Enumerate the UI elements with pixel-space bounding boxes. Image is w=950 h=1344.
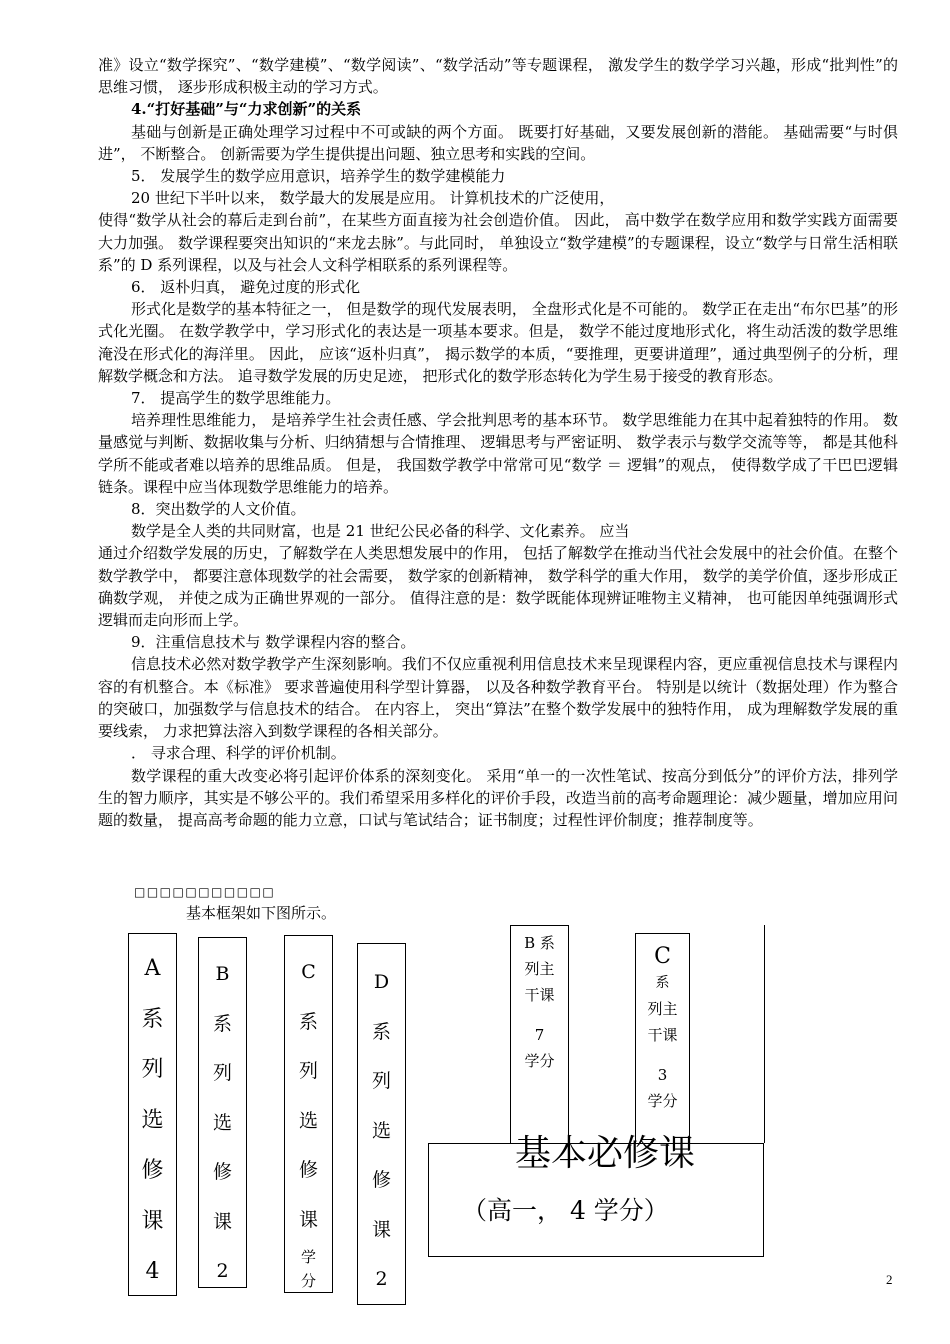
series-b-label: B 系 列 选 修 课 2 xyxy=(212,963,232,1282)
divider-line xyxy=(764,925,765,1143)
section-heading: 6． 返朴归真， 避免过度的形式化 xyxy=(131,278,361,297)
series-c-label: C 系 列 选 修 课 学 分 xyxy=(298,961,318,1290)
required-course-subtitle: （高一， 4 学分） xyxy=(462,1196,669,1225)
series-b-core-label: B 系 列主 干课 7 学分 xyxy=(524,934,555,1070)
paragraph: 培养理性思维能力， 是培养学生社会责任感、学会批判思考的基本环节。 数学思维能力在其中起着独特的作用。 数量感觉与判断、数据收集与分析、归纳猜想与合情推理、 逻辑思考与严密证明、 数学表示与数学交流等等， 都是其他科学所不能或者难以培养的思维品质。 但是， 我国数学教学中常常可见“数学 ＝ 逻辑”的观点， 使得数学成了干巴巴逻辑链条。课程中应当体现数学思维能力的培养。 xyxy=(98,411,898,496)
series-d-label: D 系 列 选 修 课 2 xyxy=(371,971,391,1290)
section-heading: ． 寻求合理、科学的评价机制。 xyxy=(131,744,346,763)
paragraph: 20 世纪下半叶以来， 数学最大的发展是应用。 计算机技术的广泛使用， xyxy=(131,189,615,208)
garbled-caption: □□□□□□□□□□□ xyxy=(134,885,276,899)
section-heading: 4.“打好基础”与“力求创新”的关系 xyxy=(131,100,362,119)
paragraph: 形式化是数学的基本特征之一， 但是数学的现代发展表明， 全盘形式化是不可能的。 数学正在走出“布尔巴基”的形式化光圈。 在数学教学中，学习形式化的表达是一项基本要求。但是， 数学不能过度地形式化，将生动活泼的数学思维淹没在形式化的海洋里。 因此， 应该“返朴归真”， 揭示数学的本质，“要推理，更要讲道理”，通过典型例子的分析，理解数学概念和方法。 追寻数学发展的历史足迹， 把形式化的数学形态转化为学生易于接受的教育形态。 xyxy=(98,300,898,385)
paragraph: 通过介绍数学发展的历史，了解数学在人类思想发展中的作用， 包括了解数学在推动当代社会发展中的社会价值。在整个数学教学中， 都要注意体现数学的社会需要， 数学家的创新精神， 数学科学的重大作用， 数学的美学价值，逐步形成正确数学观， 并使之成为正确世界观的一部分。 值得注意的是：数学既能体现辨证唯物主义精神， 也可能因单纯强调形式逻辑而走向形而上学。 xyxy=(98,544,898,630)
paragraph: 使得“数学从社会的幕后走到台前”，在某些方面直接为社会创造价值。 因此， 高中数学在数学应用和数学实践方面需要大力加强。 数学课程要突出知识的“来龙去脉”。与此同时， 单独设立“数学建模”的专题课程，设立“数学与日常生活相联系”的 D 系列课程，以及与社会人文科学相联系的系列课程等。 xyxy=(98,211,898,274)
paragraph: 准》设立“数学探究”、“数学建模”、“数学阅读”、“数学活动”等专题课程， 激发学生的数学学习兴趣，形成“批判性”的思维习惯， 逐步形成积极主动的学习方式。 xyxy=(98,56,898,97)
paragraph: 数学课程的重大改变必将引起评价体系的深刻变化。 采用“单一的一次性笔试、按高分到低分”的评价方法，排列学生的智力顺序，其实是不够公平的。我们希望采用多样化的评价手段，改造当前的高考命题理论：减少题量，增加应用问题的数量， 提高高考命题的能力立意，口试与笔试结合；证书制度；过程性评价制度；推荐制度等。 xyxy=(98,766,898,829)
series-a-label: A 系 列 选 修 课 4 xyxy=(141,956,164,1284)
section-heading: 5． 发展学生的数学应用意识，培养学生的数学建模能力 xyxy=(131,167,506,186)
diagram-caption: 基本框架如下图所示。 xyxy=(186,904,337,922)
series-c-core-label: C 系 列主 干课 3 学分 xyxy=(647,944,678,1110)
section-heading: 7． 提高学生的数学思维能力。 xyxy=(131,389,341,408)
paragraph: 信息技术必然对数学教学产生深刻影响。我们不仅应重视利用信息技术来呈现课程内容，更应重视信息技术与课程内容的有机整合。本《标准》 要求普遍使用科学型计算器， 以及各种数学教育平台。 特别是以统计（数据处理）作为整合的突破口，加强数学与信息技术的结合。 在内容上， 突出“算法”在整个数学发展中的独特作用， 成为理解数学发展的重要线索， 力求把算法溶入到数学课程的各相关部分。 xyxy=(98,655,898,741)
main-text xyxy=(98,54,898,831)
section-heading: 9．注重信息技术与 数学课程内容的整合。 xyxy=(131,633,416,652)
paragraph: 基础与创新是正确处理学习过程中不可或缺的两个方面。 既要打好基础，又要发展创新的潜能。 基础需要“与时俱进”， 不断整合。 创新需要为学生提供提出问题、独立思考和实践的空间。 xyxy=(98,122,898,163)
section-heading: 8．突出数学的人文价值。 xyxy=(131,500,306,519)
paragraph: 数学是全人类的共同财富，也是 21 世纪公民必备的科学、文化素养。 应当 xyxy=(131,522,630,541)
page-number: 2 xyxy=(886,1272,893,1287)
required-course-title: 基本必修课 xyxy=(515,1133,696,1174)
